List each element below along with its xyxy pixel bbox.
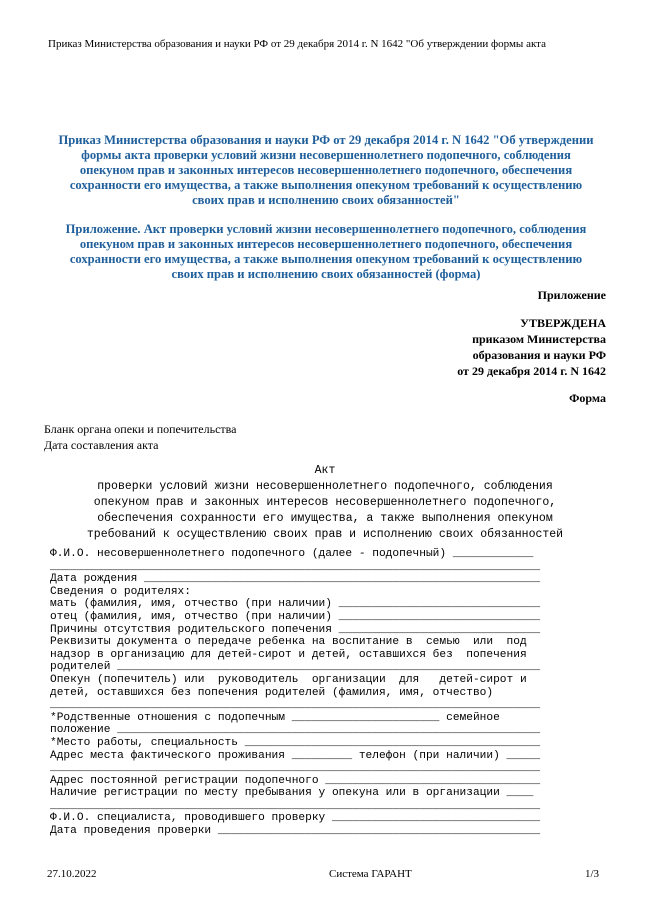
form-line: Дата проведения проверки ________________________________________________	[50, 825, 541, 838]
approval-line: приказом Министерства	[472, 332, 606, 346]
title-line: своих прав и исполнению своих обязанностей (форма)	[171, 267, 481, 281]
title-line: опекуном прав и законных интересов несовершеннолетнего подопечного, обеспечения	[79, 237, 573, 251]
page-header: Приказ Министерства образования и науки РФ от 29 декабря 2014 г. N 1642 "Об утверждении формы акта	[48, 38, 546, 50]
form-line: _________________________________________________________________________	[50, 560, 541, 573]
act-title-line: обеспечения сохранности его имущества, а также выполнения опекуном	[97, 512, 553, 525]
title-line: сохранности его имущества, а также выполнения опекуном требований к осуществлению	[69, 252, 583, 266]
footer-date: 27.10.2022	[47, 868, 97, 880]
form-line: Адрес места фактического проживания _________ телефон (при наличии) _____	[50, 749, 541, 762]
act-title-line: Акт	[314, 464, 336, 477]
act-title-line: опекуном прав и законных интересов несовершеннолетнего подопечного,	[93, 496, 557, 509]
approval-line: образования и науки РФ	[472, 348, 606, 362]
footer-page-number: 1/3	[584, 868, 599, 880]
form-line: Реквизиты документа о передаче ребенка на воспитание в семью или под	[50, 636, 527, 649]
blank-block	[44, 421, 236, 453]
appendix-title[interactable]	[36, 222, 616, 282]
form-line: Адрес постоянной регистрации подопечного ________________________________	[50, 774, 541, 787]
blank-line: Бланк органа опеки и попечительства	[44, 422, 237, 436]
title-line: формы акта проверки условий жизни несовершеннолетнего подопечного, соблюдения	[81, 148, 571, 162]
title-line: Приказ Министерства образования и науки РФ от 29 декабря 2014 г. N 1642 "Об утверждении	[58, 133, 594, 147]
form-line: Наличие регистрации по месту пребывания у опекуна или в организации ____	[50, 787, 534, 800]
act-title	[40, 463, 610, 543]
act-title-line: проверки условий жизни несовершеннолетнего подопечного, соблюдения	[97, 480, 553, 493]
form-line: Ф.И.О. специалиста, проводившего проверку _______________________________	[50, 812, 541, 825]
form-line: _________________________________________________________________________	[50, 699, 541, 712]
form-line: Причины отсутствия родительского попечения ______________________________	[50, 623, 541, 636]
form-line: положение _______________________________________________________________	[50, 724, 541, 737]
footer-system: Система ГАРАНТ	[329, 868, 412, 880]
form-line: отец (фамилия, имя, отчество (при наличии) ______________________________	[50, 610, 541, 623]
form-body	[50, 548, 564, 838]
form-line: мать (фамилия, имя, отчество (при наличии) ______________________________	[50, 598, 541, 611]
form-line: Ф.И.О. несовершеннолетнего подопечного (далее - подопечный) ____________	[50, 548, 534, 560]
form-line: Дата рождения ___________________________________________________________	[50, 573, 541, 586]
document-title[interactable]	[36, 133, 616, 208]
blank-line: Дата составления акта	[44, 438, 159, 452]
approval-line: УТВЕРЖДЕНА	[520, 316, 606, 330]
form-line: родителей _______________________________________________________________	[50, 661, 541, 674]
approval-line: от 29 декабря 2014 г. N 1642	[457, 364, 606, 378]
form-line: детей, оставшихся без попечения родителей (фамилия, имя, отчество)	[50, 686, 494, 699]
form-label: Форма	[569, 391, 606, 405]
appendix-label: Приложение	[537, 288, 606, 302]
form-line: Сведения о родителях:	[50, 585, 191, 598]
title-line: опекуном прав и законных интересов несовершеннолетнего подопечного, обеспечения	[79, 163, 573, 177]
approval-block	[457, 315, 606, 379]
title-line: Приложение. Акт проверки условий жизни несовершеннолетнего подопечного, соблюдения	[65, 222, 587, 236]
form-line: надзор в организацию для детей-сирот и детей, оставшихся без попечения	[50, 648, 527, 661]
form-line: _________________________________________________________________________	[50, 762, 541, 775]
title-line: сохранности его имущества, а также выполнения опекуном требований к осуществлению	[69, 178, 583, 192]
title-line: своих прав и исполнению своих обязанностей"	[192, 193, 460, 207]
act-title-line: требований к осуществлению своих прав и исполнению своих обязанностей	[86, 528, 564, 541]
form-line: *Место работы, специальность ____________________________________________	[50, 736, 541, 749]
form-line: Опекун (попечитель) или руководитель организации для детей-сирот и	[50, 673, 527, 686]
form-line: *Родственные отношения с подопечным ______________________ семейное	[50, 711, 500, 724]
form-line: _________________________________________________________________________	[50, 799, 541, 812]
